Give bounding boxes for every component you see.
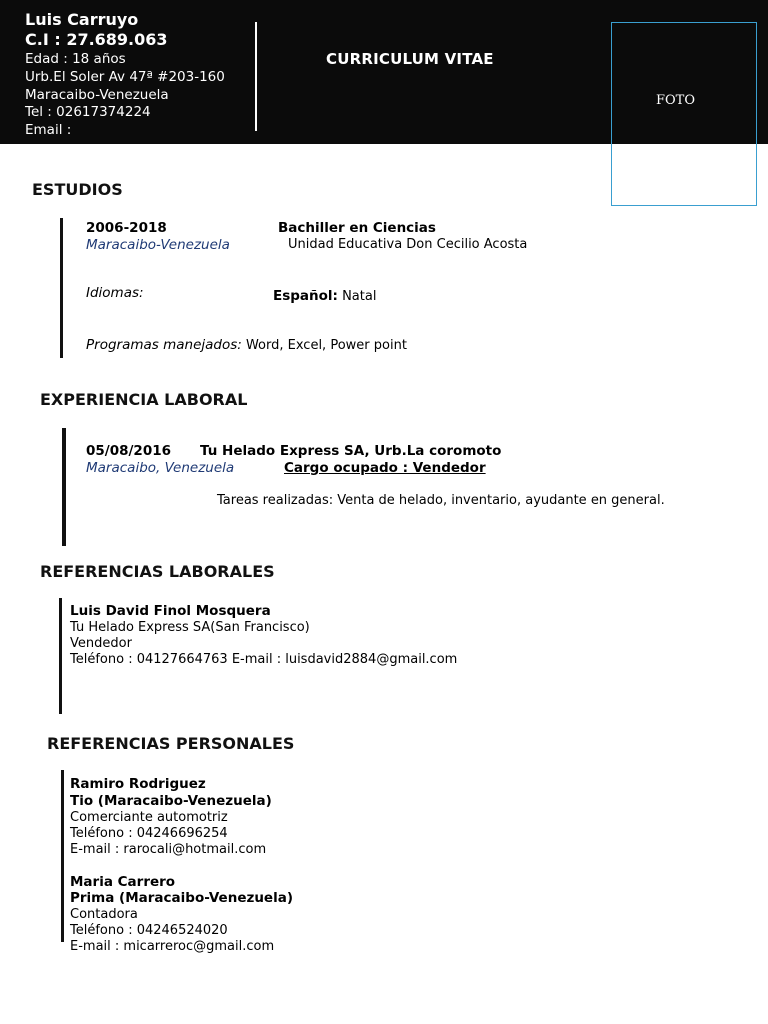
- ref-personales-bar: [61, 770, 64, 942]
- candidate-email: Email :: [25, 122, 72, 138]
- experiencia-bar: [62, 428, 66, 546]
- idiomas-label: Idiomas:: [86, 285, 144, 301]
- photo-frame: [611, 22, 757, 206]
- ref-laborales-bar: [59, 598, 62, 714]
- estudios-school: Unidad Educativa Don Cecilio Acosta: [288, 237, 528, 252]
- estudios-bar: [60, 218, 63, 358]
- candidate-id: C.I : 27.689.063: [25, 30, 168, 49]
- idioma-level: Natal: [337, 289, 377, 304]
- ref-personal-relation: Tio (Maracaibo-Venezuela): [70, 793, 272, 809]
- ref-personal-name: Maria Carrero: [70, 874, 176, 890]
- section-title-ref-laborales: REFERENCIAS LABORALES: [40, 562, 275, 581]
- ref-personal-email: E-mail : rarocali@hotmail.com: [70, 842, 267, 857]
- ref-laboral-contact: Teléfono : 04127664763 E-mail : luisdavid2884@gmail.com: [70, 652, 458, 667]
- candidate-age: Edad : 18 años: [25, 51, 126, 67]
- programas-label: Programas manejados:: [86, 337, 242, 353]
- ref-laboral-role: Vendedor: [70, 636, 132, 651]
- estudios-years: 2006-2018: [86, 220, 167, 236]
- programas-value: Word, Excel, Power point: [241, 338, 407, 353]
- candidate-name: Luis Carruyo: [25, 10, 139, 29]
- ref-personal-relation: Prima (Maracaibo-Venezuela): [70, 890, 294, 906]
- programas-entry: [86, 334, 407, 353]
- estudios-degree: Bachiller en Ciencias: [278, 220, 436, 236]
- ref-personal-occupation: Comerciante automotriz: [70, 810, 228, 825]
- photo-label: FOTO: [656, 93, 696, 108]
- candidate-phone: Tel : 02617374224: [25, 104, 151, 120]
- ref-personal-phone: Teléfono : 04246696254: [70, 826, 228, 841]
- section-title-experiencia: EXPERIENCIA LABORAL: [40, 390, 248, 409]
- ref-laboral-name: Luis David Finol Mosquera: [70, 603, 271, 619]
- estudios-location: Maracaibo-Venezuela: [86, 237, 230, 253]
- idioma-name: Español:: [273, 288, 338, 304]
- experiencia-location: Maracaibo, Venezuela: [86, 460, 235, 476]
- candidate-address: Urb.El Soler Av 47ª #203-160: [25, 69, 225, 85]
- experiencia-tareas: Tareas realizadas: Venta de helado, inventario, ayudante en general.: [217, 493, 665, 508]
- experiencia-company: Tu Helado Express SA, Urb.La coromoto: [200, 443, 502, 459]
- header-divider: [255, 22, 257, 131]
- section-title-ref-personales: REFERENCIAS PERSONALES: [47, 734, 295, 753]
- ref-personal-name: Ramiro Rodriguez: [70, 776, 206, 792]
- experiencia-date: 05/08/2016: [86, 443, 172, 459]
- ref-personal-phone: Teléfono : 04246524020: [70, 923, 228, 938]
- ref-personal-email: E-mail : micarreroc@gmail.com: [70, 939, 275, 954]
- experiencia-cargo: Cargo ocupado : Vendedor: [284, 460, 486, 476]
- ref-personal-occupation: Contadora: [70, 907, 138, 922]
- ref-laboral-company: Tu Helado Express SA(San Francisco): [70, 620, 310, 635]
- document-title: CURRICULUM VITAE: [326, 50, 494, 68]
- candidate-city: Maracaibo-Venezuela: [25, 87, 169, 103]
- idioma-entry: [273, 285, 376, 304]
- section-title-estudios: ESTUDIOS: [32, 180, 123, 199]
